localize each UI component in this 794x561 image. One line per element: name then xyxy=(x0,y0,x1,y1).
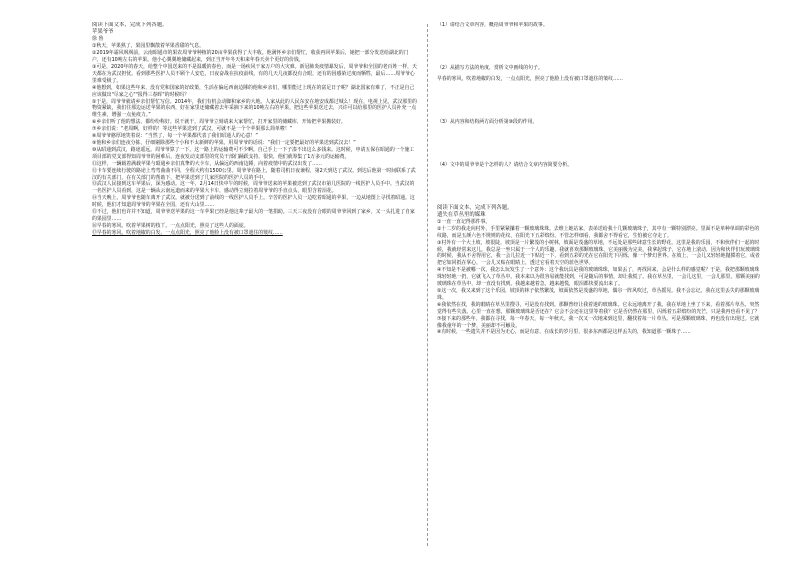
paragraph: ⑬武汉人民接到这车苹果后，深为感动。这一年，2月14日快中午的时候，周爷爷送来的苹果被送到了武汉市第几医院的一线医护人员手中。当武汉的一名医护人员看到，这是一辆从云南远道而来的苹果大卡车，感动得立刻拉着周爷爷的手直点头，眼里含着泪花。 xyxy=(92,181,415,195)
paragraph: ⑧周爷爷憨厚地笑着说：“当然了，每一个苹果都代表了我们昭通人的心意！” xyxy=(92,133,258,140)
paragraph: ③可是，2020年的春天，给整个中国送来的不是温暖的春色，而是一场疾风干家万户的大灾难。新冠肺炎疫情暴发后，周爷爷和全国的老百姓一样，天天都在为武汉担忧。看到那些医护人员不顾个人安危，日夜奋战在抗疫前线，有的几天几夜都没有合眼，还有的因感染过度而牺牲，最后……周爷爷心里难受极了。 xyxy=(92,64,417,84)
paragraph: ⑤这一次，我又来到了这个乐园，坡顶的林子依然繁茂，坡面依然是茂盛的草地，偶尔一阵风吹过，草丛摇晃。我不会忘记，我在这里丢失的那颗玻璃珠。 xyxy=(437,288,760,301)
paragraph: ⑧有时候，一些遗失并不是因为无心，而是有意，在成长的岁月里，很多东西都是这样丢失的，我知道那一颗珠子…… xyxy=(437,329,691,336)
instruction: 阅读下面文本，完成下列各题。 xyxy=(92,22,168,28)
paragraph: ⑥我依然在找，我的眼睛在草丛里搜寻，可是没有找到。那颗曾经让我着迷的玻璃珠，它永远地离开了我。我在草地上坐了下来，看着那片草丛，突然觉得有些失落。心里一直在想，那颗玻璃珠是否还在？它会不会还在这里等着我？它是否仍然在那里，闪烁着五彩缤纷的光芒，只是我再也看不见了？ xyxy=(437,301,760,315)
question-1: （1）请结合文章内容，概括周爷爷和苹果的故事。 xyxy=(437,22,548,28)
question-2-quote: 早春的寒风，吹着地椒的白发，一点点阳光，照亮了他脸上没有被口罩遮住的皱纹…… xyxy=(437,75,623,82)
article-title-2: 遗失在草丛里的媒珠 xyxy=(437,211,486,218)
paragraph: ⑦接下来的那些年，我都在寻找，每一年春天，每一年秋天。我一次又一次地来到这里，翻找着每一片草丛。可是那颗玻璃珠，再也没有出现过。它就像我童年的一个梦，美丽却不可触及。 xyxy=(437,315,760,329)
paragraph: ⑫卡车要连续行驶的路途上弯弯曲曲不同，全程大约有1500公里。周爷爷在路上，随着司机日夜兼程，第2天到达了武汉。到达后他第一时间联系了武汉的有关部门，在有关部门的帮助下，把苹果送到了几家医院的医护人员的手中。 xyxy=(92,167,416,181)
paragraph: ②十二岁的我走向村外，手里紧紧攥着一颗玻璃珠珠。去维上她站家，表弟送给我十几颗玻璃珠子，其中有一颗特别漂亮。里面不是单种单调的彩色的纹路，而是五颜六色不规则的花纹，在阳光下五彩缤纷。不管怎样细看，我都舍不得看它，生怕被它夺走了。 xyxy=(437,225,760,239)
paragraph: ⑥乡亲们听了他的想法，都纷纷称好。说干就干，周爷爷立刻请来大家帮忙，打开家里的储藏库，开始把苹果搬装好。 xyxy=(92,119,346,126)
paragraph: ③村外有一个大土坡，坡很陡，坡顶是一片繁茂的小树林，坡面是茂盛的草地，不远处是那些肆意生长的野花。这里是我的乐园，不和伙伴们一起的时候，我就经常来这儿。我总是一坐只属于一个人的乐趣，我就喜欢那颗玻璃珠，它美丽极为完美。我拿起珠子，它在地上滚动，因为和伙伴们玩玻璃珠的时候，我从不舍得用它，我一会儿拉近一下贴近一下，看到五彩的光在它在阳光下闪烁，像一个梦幻世界。在坡上，一会儿又轻轻地抛掷着它，或者把它如同抵在掌心，一会儿又贴在眼睛上，透过它看着天空的蓝色世界。 xyxy=(437,239,760,267)
question-2: （2）从描写方法的角度，赏析文中画线的句子。 xyxy=(437,64,543,71)
underlined-sentence: ⑰早春的寒风，吹着地椒的白发，一点点阳光，照亮了他脸上没有被口罩遮住的皱纹…… xyxy=(92,229,283,236)
question-3: （3）从内容和结构两方面分析第⑩段的作用。 xyxy=(437,118,538,125)
paragraph: ⑭当天晚上，周爷爷也随车离开了武汉。就被分送到了前线的一线医护人员手上。辛苦的医护人员一边吃着昭通的苹果，一边从地图上寻找着昭通。这时候，他们才知道周爷爷的苹果在全国，还有大山里…… xyxy=(92,195,415,209)
paragraph: ⑦乡亲们说：“老周啊，好样的！等这些苹果送到了武汉，可就不是一个个苹果那么简单啦！” xyxy=(92,126,293,133)
paragraph: ②2019年霜风飒飒前，云南昭通市的果农周爷爷种植的20亩苹果获得了大丰收。他满怀乡亲们帮忙，收获再回苹果后，她把一部分发送给湖北的门户，还有10吨左右的苹果。他小心翼翼地储藏起来，到正当开年冬天和来年春天卖个更好的价钱。 xyxy=(92,50,409,64)
paragraph: ⑯早春的寒风，吹着苹果树的枝丫。一点点阳光，照亮了这些人的面庞。 xyxy=(92,222,249,229)
paragraph: ①一直一直记得那件事。 xyxy=(437,218,491,225)
paragraph: ④他想到，如果这些年来，没有党和国家的好政策，生活在偏远西南边陲的他和乡亲们，哪里能过上现在的富足日子呢？湖北国家有难了，不正是自己应该做出"尽家之心""报得三春晖"的时候吗？ xyxy=(92,84,415,98)
column-divider xyxy=(427,24,428,546)
paragraph: ⑨他和乡亲们连夜分拣，仔细剔除那些个小和不太新鲜的苹果。用周爷爷的话说：“我们一定要把最好的苹果送到武汉去！” xyxy=(92,140,356,146)
paragraph: ⑩从昭通到武汉，路途遥远。周爷爷算了一下，这一路上的运输费可不少啊。自己手上一下子凑不出这么多钱来。这时候，申请五保在昭通的一个施工项目部的党支部得知周爷爷的困难后，连夜发动支部里的党员干部们踊跃支持，很快，他们就筹集了1万多元的运输费。 xyxy=(92,146,415,160)
author: 徐 鲁 xyxy=(92,36,104,43)
article-body xyxy=(92,43,417,229)
paragraph: ⑪这样，一辆载着满载苹果与昭通乡亲们真挚的大卡车，从偏远的西南边陲，向着疫情中的武汉出发了…… xyxy=(92,160,322,167)
paragraph: ①秋天，苹果熟了，果园里飘散着苹果香甜的气息。 xyxy=(92,43,204,50)
question-4: （4）文中的周爷爷是个怎样的人？请结合文章内容简要分析。 xyxy=(437,161,573,168)
paragraph: ④不知是不是被哪一次，我怎么玩发生了一个意外：这个我玩具是我的玻璃珠珠，如果丢了，再找回来，会是什么样的感觉呢？于是，我把那颗玻璃珠珠轻轻地一扔，它就飞入了草丛中。我本来以为很容易就能找到，可是随后的事情，却让我慌了。我在草丛里，一会儿这里，一会儿那里。那颗美丽的玻璃珠在草丛中，却一直没有找到。我越来越着急，越来越慌，眼泪都快要流出来了。 xyxy=(437,267,760,288)
instruction-2: 阅读下面文本，完成下列各题。 xyxy=(437,204,513,211)
article-title: 苹果爷爷 xyxy=(92,29,114,36)
paragraph: ⑮不过，他们也许并不知道，周爷爷送苹果的这一车苹果已经是他这辈子最大的一笔捐助。三天三夜没有合眼的周爷爷回到了家乡，又一头扎进了自家的果园里…… xyxy=(92,209,415,222)
left-column xyxy=(92,22,417,553)
article-body-2 xyxy=(437,219,762,336)
right-column xyxy=(437,22,762,553)
paragraph: ⑤于是，周爷爷就请乡亲们帮忙写信。2014年，我们有机会动脚和家乡的大地。人家从此的人民东安在地安成都过城么！现在，电视上见，武汉那里的物资紧缺，我们往那边运送苹果的东西，好在家里还储藏着去年采摘下来的10吨左右的苹果。把这些苹果送过去，兴许可以给那里的医护人员补充一点维生素，增强一点免疫力。” xyxy=(92,98,417,119)
